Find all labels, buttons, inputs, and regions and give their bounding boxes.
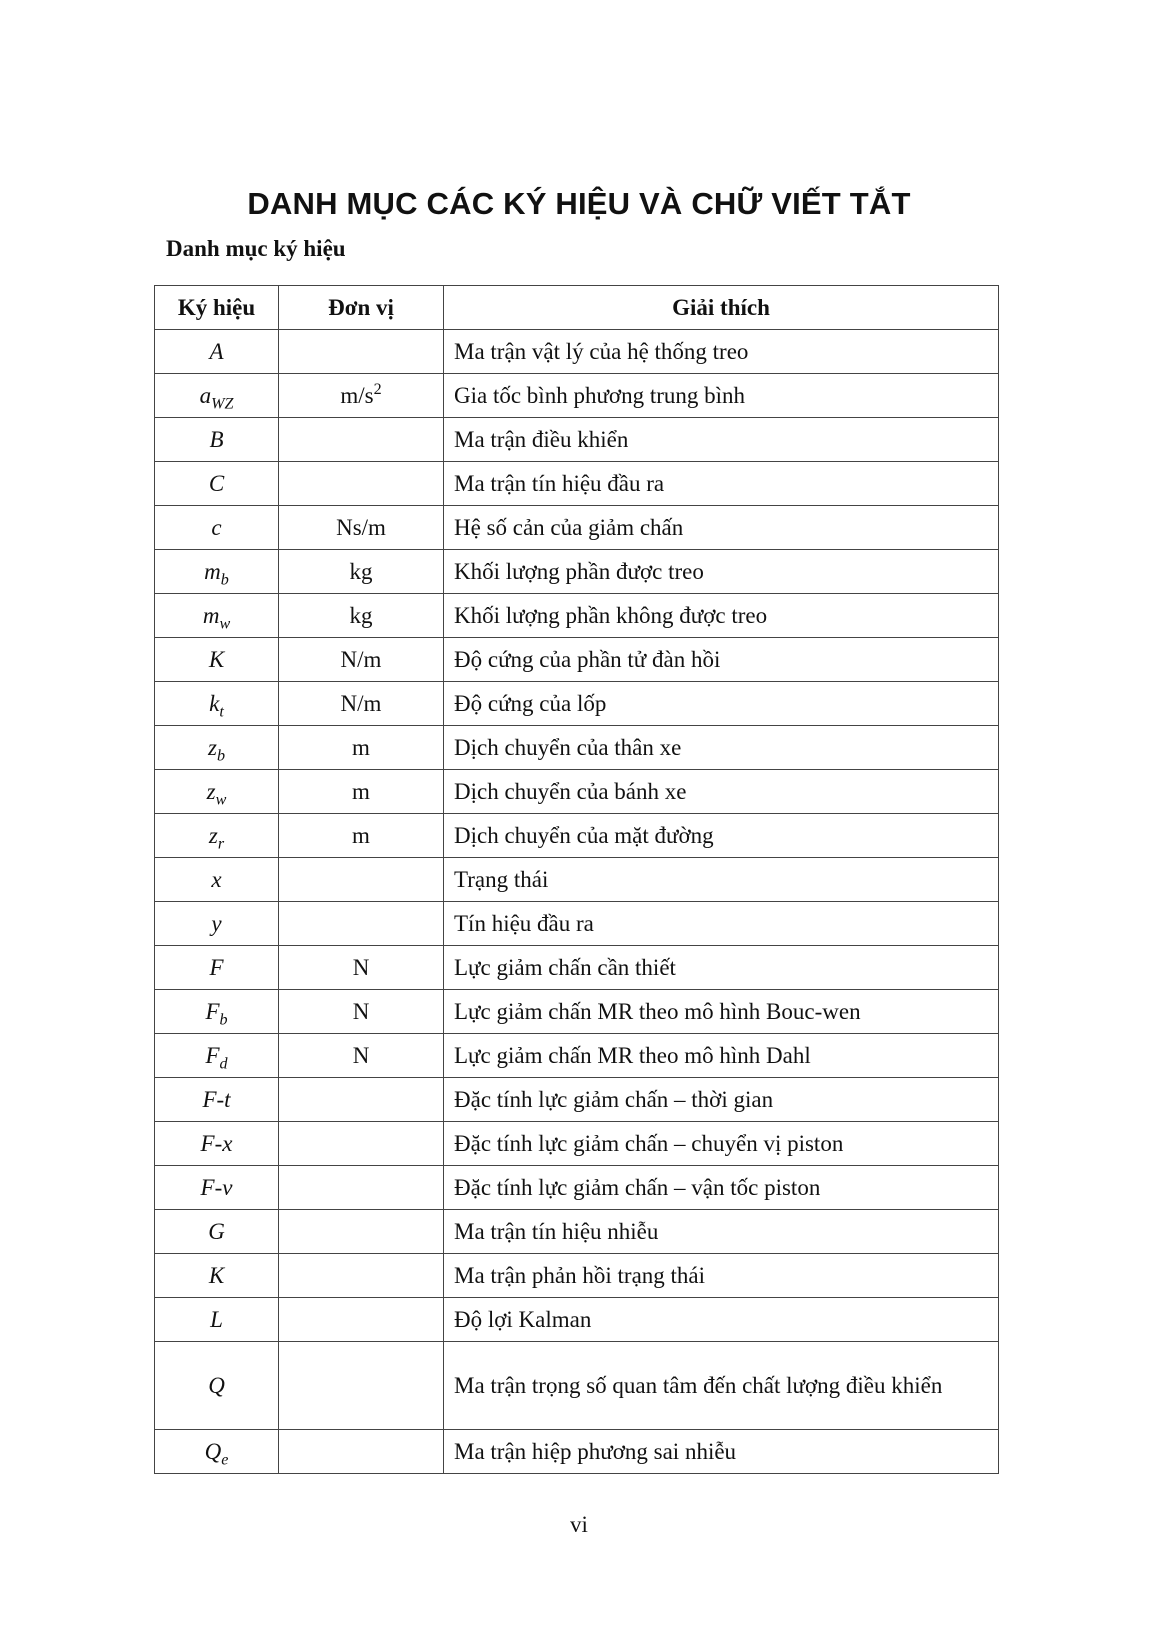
- table-row: [155, 1122, 999, 1166]
- table-row: [155, 1430, 999, 1474]
- table-row: [155, 682, 999, 726]
- symbol-text: z: [208, 734, 217, 760]
- symbol-text: F-t: [202, 1086, 231, 1112]
- symbol-cell: [155, 1298, 279, 1342]
- table-row: [155, 374, 999, 418]
- description-cell: Lực giảm chấn MR theo mô hình Bouc-wen: [444, 990, 999, 1034]
- description-cell: Ma trận điều khiển: [444, 418, 999, 462]
- unit-cell: [279, 902, 444, 946]
- header-description: Giải thích: [444, 286, 999, 330]
- description-cell: Độ cứng của phần tử đàn hồi: [444, 638, 999, 682]
- description-cell: Lực giảm chấn MR theo mô hình Dahl: [444, 1034, 999, 1078]
- unit-cell: [279, 506, 444, 550]
- symbol-text: y: [211, 910, 222, 936]
- table-row: [155, 638, 999, 682]
- symbol-cell: [155, 506, 279, 550]
- symbol-text: C: [208, 470, 225, 496]
- symbol-subscript: e: [221, 1451, 229, 1469]
- unit-cell: [279, 1078, 444, 1122]
- unit-cell: [279, 1166, 444, 1210]
- description-cell: Dịch chuyển của thân xe: [444, 726, 999, 770]
- symbol-cell: [155, 594, 279, 638]
- symbol-text: K: [208, 646, 225, 672]
- description-cell: Dịch chuyển của bánh xe: [444, 770, 999, 814]
- table-row: [155, 814, 999, 858]
- symbol-cell: [155, 1034, 279, 1078]
- symbol-cell: [155, 858, 279, 902]
- symbol-cell: [155, 814, 279, 858]
- symbol-text: F: [205, 998, 220, 1024]
- unit-text: kg: [349, 602, 373, 628]
- symbol-text: F-x: [200, 1130, 233, 1156]
- symbol-text: A: [209, 338, 224, 364]
- table-row: [155, 858, 999, 902]
- unit-cell: [279, 594, 444, 638]
- symbol-cell: [155, 330, 279, 374]
- unit-cell: [279, 330, 444, 374]
- unit-cell: [279, 814, 444, 858]
- symbol-text: F-v: [200, 1174, 233, 1200]
- table-row: [155, 330, 999, 374]
- table-row: [155, 594, 999, 638]
- symbol-text: x: [211, 866, 222, 892]
- symbol-cell: [155, 550, 279, 594]
- symbol-cell: [155, 726, 279, 770]
- page-title: DANH MỤC CÁC KÝ HIỆU VÀ CHỮ VIẾT TẮT: [247, 186, 911, 221]
- symbol-text: m: [204, 558, 221, 584]
- unit-cell: [279, 990, 444, 1034]
- page-number: vi: [570, 1512, 588, 1537]
- symbol-subscript: r: [217, 835, 225, 853]
- description-cell: Ma trận tín hiệu nhiễu: [444, 1210, 999, 1254]
- description-cell: Hệ số cản của giảm chấn: [444, 506, 999, 550]
- symbol-cell: [155, 682, 279, 726]
- symbol-subscript: b: [219, 1011, 228, 1029]
- unit-cell: [279, 770, 444, 814]
- table-row: [155, 902, 999, 946]
- description-cell: Khối lượng phần không được treo: [444, 594, 999, 638]
- symbol-subscript: b: [216, 747, 225, 765]
- unit-text: N: [352, 998, 370, 1024]
- description-cell: Gia tốc bình phương trung bình: [444, 374, 999, 418]
- unit-text: Ns/m: [336, 514, 386, 540]
- description-cell: Dịch chuyển của mặt đường: [444, 814, 999, 858]
- table-row: [155, 1166, 999, 1210]
- symbol-subscript: b: [220, 571, 229, 589]
- unit-cell: [279, 946, 444, 990]
- description-cell: Ma trận phản hồi trạng thái: [444, 1254, 999, 1298]
- symbols-table: [154, 285, 999, 1474]
- table-row: [155, 1034, 999, 1078]
- unit-cell: [279, 638, 444, 682]
- table-row: [155, 462, 999, 506]
- unit-cell: [279, 1342, 444, 1430]
- description-cell: Lực giảm chấn cần thiết: [444, 946, 999, 990]
- table-row: [155, 1342, 999, 1430]
- symbol-text: L: [210, 1306, 223, 1332]
- table-row: [155, 990, 999, 1034]
- unit-cell: [279, 1122, 444, 1166]
- symbol-text: Q: [204, 1438, 222, 1464]
- header-unit: Đơn vị: [279, 286, 444, 330]
- unit-cell: [279, 1210, 444, 1254]
- symbol-cell: [155, 946, 279, 990]
- unit-cell: [279, 682, 444, 726]
- unit-cell: [279, 726, 444, 770]
- description-cell: Khối lượng phần được treo: [444, 550, 999, 594]
- table-row: [155, 1078, 999, 1122]
- table-row: [155, 1210, 999, 1254]
- table-row: [155, 418, 999, 462]
- symbol-text: z: [206, 778, 216, 804]
- unit-text: N: [352, 1042, 370, 1068]
- description-cell: Ma trận hiệp phương sai nhiễu: [444, 1430, 999, 1474]
- unit-superscript: 2: [373, 380, 382, 398]
- table-row: [155, 506, 999, 550]
- table-row: [155, 726, 999, 770]
- symbol-subscript: t: [219, 703, 224, 721]
- unit-cell: [279, 1298, 444, 1342]
- unit-cell: [279, 418, 444, 462]
- symbol-text: F: [209, 954, 224, 980]
- unit-text: N/m: [340, 646, 382, 672]
- symbol-text: K: [208, 1262, 225, 1288]
- description-cell: Ma trận trọng số quan tâm đến chất lượng điều khiển: [444, 1342, 999, 1430]
- description-cell: Đặc tính lực giảm chấn – thời gian: [444, 1078, 999, 1122]
- table-header-row: [155, 286, 999, 330]
- unit-text: m: [352, 822, 370, 848]
- symbol-cell: [155, 1430, 279, 1474]
- description-cell: Đặc tính lực giảm chấn – chuyển vị piston: [444, 1122, 999, 1166]
- symbol-subscript: w: [219, 615, 231, 633]
- header-symbol: Ký hiệu: [155, 286, 279, 330]
- symbol-text: k: [209, 690, 220, 716]
- unit-cell: [279, 550, 444, 594]
- description-cell: Đặc tính lực giảm chấn – vận tốc piston: [444, 1166, 999, 1210]
- symbol-text: z: [208, 822, 218, 848]
- unit-text: N/m: [340, 690, 382, 716]
- symbol-cell: [155, 990, 279, 1034]
- description-cell: Trạng thái: [444, 858, 999, 902]
- symbol-cell: [155, 1254, 279, 1298]
- unit-text: m: [352, 778, 370, 804]
- symbol-cell: [155, 1122, 279, 1166]
- symbol-text: F: [205, 1042, 220, 1068]
- symbol-text: G: [208, 1218, 225, 1244]
- description-cell: Độ lợi Kalman: [444, 1298, 999, 1342]
- symbol-text: a: [199, 382, 212, 408]
- table-row: [155, 946, 999, 990]
- symbol-cell: [155, 1166, 279, 1210]
- symbol-cell: [155, 1210, 279, 1254]
- symbol-cell: [155, 418, 279, 462]
- unit-cell: [279, 374, 444, 418]
- unit-cell: [279, 1034, 444, 1078]
- unit-cell: [279, 1254, 444, 1298]
- symbol-subscript: WZ: [211, 395, 234, 413]
- symbol-subscript: w: [215, 791, 227, 809]
- symbol-cell: [155, 770, 279, 814]
- symbol-cell: [155, 462, 279, 506]
- table-row: [155, 550, 999, 594]
- symbol-cell: [155, 638, 279, 682]
- unit-cell: [279, 1430, 444, 1474]
- table-row: [155, 1298, 999, 1342]
- unit-text: N: [352, 954, 370, 980]
- description-cell: Độ cứng của lốp: [444, 682, 999, 726]
- symbol-text: m: [202, 602, 220, 628]
- symbol-text: Q: [208, 1372, 225, 1398]
- section-heading: Danh mục ký hiệu: [166, 236, 346, 261]
- table-row: [155, 1254, 999, 1298]
- symbol-cell: [155, 374, 279, 418]
- description-cell: Tín hiệu đầu ra: [444, 902, 999, 946]
- unit-cell: [279, 462, 444, 506]
- unit-text: kg: [349, 558, 373, 584]
- symbol-cell: [155, 902, 279, 946]
- unit-text: m: [352, 734, 370, 760]
- description-cell: Ma trận tín hiệu đầu ra: [444, 462, 999, 506]
- symbol-cell: [155, 1078, 279, 1122]
- symbol-cell: [155, 1342, 279, 1430]
- symbol-text: c: [211, 514, 222, 540]
- unit-text: m/s: [340, 382, 374, 408]
- table-row: [155, 770, 999, 814]
- symbol-subscript: d: [219, 1055, 228, 1073]
- table-body: [155, 330, 999, 1474]
- description-cell: Ma trận vật lý của hệ thống treo: [444, 330, 999, 374]
- unit-cell: [279, 858, 444, 902]
- symbol-text: B: [209, 426, 224, 452]
